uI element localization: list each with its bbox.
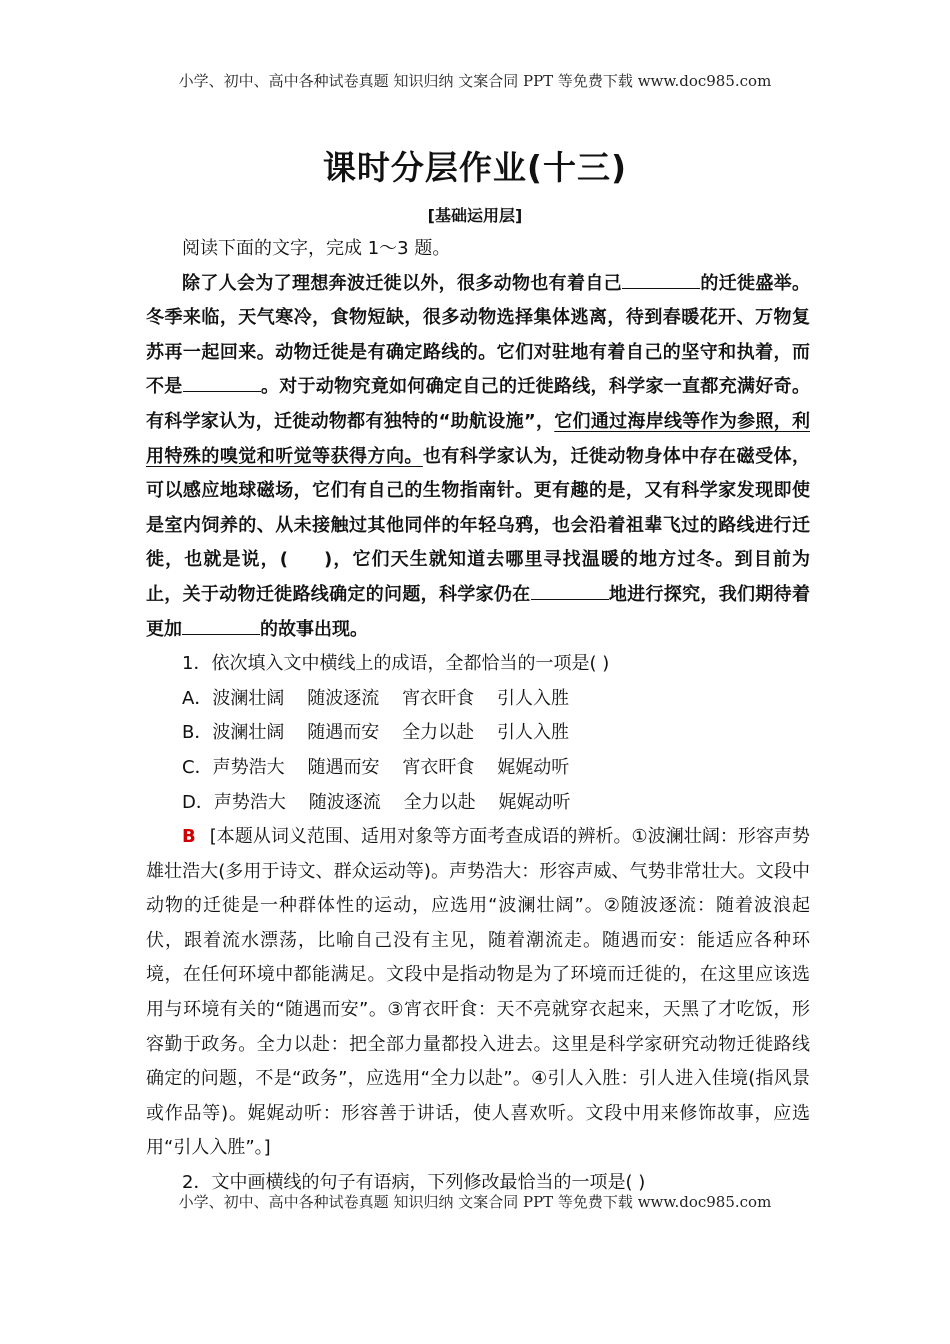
fill-blank-3	[531, 585, 609, 600]
fill-blank-2	[183, 377, 261, 392]
option-d: D．声势浩大 随波逐流 全力以赴 娓娓动听	[182, 791, 571, 813]
question-1-stem: 1．依次填入文中横线上的成语，全都恰当的一项是( )	[182, 653, 610, 675]
option-a: A．波澜壮阔 随波逐流 宵衣旰食 引人入胜	[182, 687, 569, 709]
passage-text: )，它们天生就知道去哪里寻找温暖的地方过冬。到目前为止，关于动物迁徙路线确定的问题，科学家仍在	[146, 549, 810, 605]
fill-blank-4	[182, 620, 260, 635]
option-c: C．声势浩大 随遇而安 宵衣旰食 娓娓动听	[182, 756, 570, 778]
reading-passage	[146, 267, 810, 648]
passage-text: 。对于动物究竟如何确定自己的迁徙路线，科学家一直都充满好奇。有科学家认为，迁徙动物都有独特的“助航设施”，	[146, 376, 810, 432]
page-footer: 小学、初中、高中各种试卷真题 知识归纳 文案合同 PPT 等免费下载 www.doc985.com	[178, 1193, 772, 1211]
document-body	[146, 232, 810, 1201]
passage-text: 也有科学家认为，迁徙动物身体中存在磁受体，可以感应地球磁场，它们有自己的生物指南针。更有趣的是，又有科学家发现即使是室内饲养的、从未接触过其他同伴的年轻乌鸦，也会沿着祖辈飞过的路线进行迁徙，也就是说，(	[146, 445, 811, 571]
passage-text: 地进行探究，我们期待着更加	[146, 583, 810, 640]
underlined-sentence: 它们通过海岸线等作为参照，利用特殊的嗅觉和听觉等获得方向。	[146, 410, 810, 467]
answer-letter: B	[182, 826, 196, 848]
passage-text: 的故事出现。	[260, 618, 368, 640]
fill-blank-1	[622, 274, 700, 289]
section-subtitle: [基础运用层]	[427, 206, 523, 225]
passage-text: 的迁徙盛举。冬季来临，天气寒冷，食物短缺，很多动物选择集体逃离，待到春暖花开、万物复苏再一起回来。动物迁徙是有确定路线的。它们对驻地有着自己的坚守和执着，而不是	[146, 272, 810, 398]
question-2-stem: 2．文中画横线的句子有语病，下列修改最恰当的一项是( )	[182, 1172, 646, 1194]
reading-intro: 阅读下面的文字，完成 1～3 题。	[182, 238, 451, 259]
explanation-text: [本题从词义范围、适用对象等方面考查成语的辨析。①波澜壮阔：形容声势雄壮浩大(多用于诗文、群众运动等)。声势浩大：形容声威、气势非常壮大。文段中动物的迁徙是一种群体性的运动，应选用“波澜壮阔”。②随波逐流：随着波浪起伏，跟着流水漂荡，比喻自己没有主见，随着潮流走。随遇而安：能适应各种环境，在任何环境中都能满足。文段中是指动物是为了环境而迁徙的，在这里应该选用与环境有关的“随遇而安”。③宵衣旰食：天不亮就穿衣起来，天黑了才吃饭，形容勤于政务。全力以赴：把全部力量都投入进去。这里是科学家研究动物迁徙路线确定的问题，不是“政务”，应选用“全力以赴”。④引人入胜：引人进入佳境(指风景或作品等)。娓娓动听：形容善于讲话，使人喜欢听。文段中用来修饰故事，应选用“引人入胜”。]	[146, 826, 810, 1159]
passage-text: 除了人会为了理想奔波迁徙以外，很多动物也有着自己	[182, 272, 622, 294]
page-header: 小学、初中、高中各种试卷真题 知识归纳 文案合同 PPT 等免费下载 www.doc985.com	[178, 72, 772, 90]
option-b: B．波澜壮阔 随遇而安 全力以赴 引人入胜	[182, 722, 570, 744]
answer-explanation	[146, 820, 810, 1166]
page-title: 课时分层作业(十三)	[322, 148, 628, 187]
